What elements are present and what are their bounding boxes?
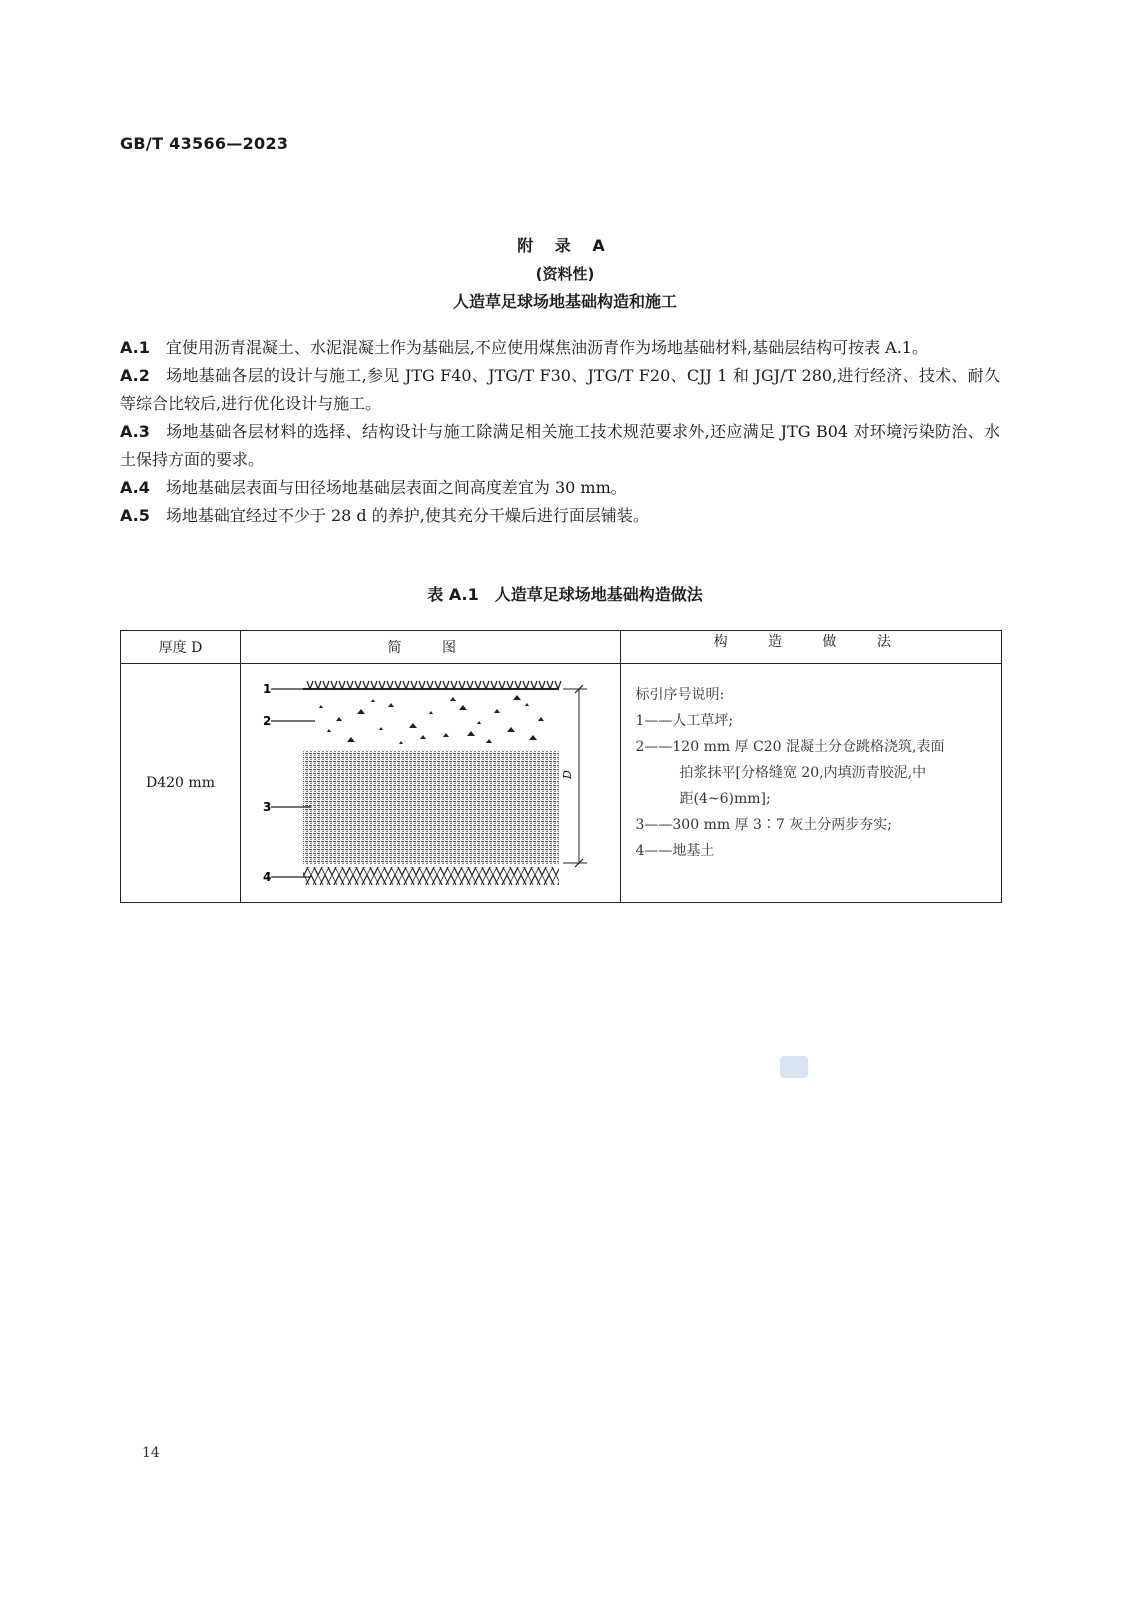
method-item-4: 4——地基土: [635, 843, 715, 859]
table-row: [121, 664, 1002, 903]
clause-text: 宜使用沥青混凝土、水泥混凝土作为基础层,不应使用煤焦油沥青作为场地基础材料,基础层结构可按表 A.1。: [165, 338, 928, 357]
clause-a2: [120, 362, 1000, 418]
clause-a1: [120, 334, 1000, 362]
lime-soil-layer: [303, 751, 559, 865]
thickness-cell: D420 mm: [121, 664, 241, 903]
concrete-aggregate: [319, 695, 544, 744]
subgrade-layer: [303, 867, 559, 885]
annex-subject: 人造草足球场地基础构造和施工: [452, 292, 677, 311]
method-cell: [621, 664, 1002, 903]
clause-a4: [120, 474, 1000, 502]
construction-table: [120, 630, 1002, 903]
clause-number: A.4: [120, 478, 150, 497]
watermark-logo: [780, 1056, 808, 1078]
dimension-label: D: [560, 770, 574, 779]
table-header-row: [121, 631, 1002, 664]
page-number: 14: [142, 1445, 160, 1461]
diagram-label-1: 1: [262, 682, 272, 696]
table-caption: [0, 582, 1130, 605]
clause-text: 场地基础宜经过不少于 28 d 的养护,使其充分干燥后进行面层铺装。: [165, 506, 649, 525]
clause-list: [120, 334, 1000, 530]
diagram-label-3: 3: [262, 800, 272, 814]
annex-nature: (资料性): [535, 265, 595, 283]
method-item-2: 2——120 mm 厚 C20 混凝土分仓跳格浇筑,表面: [635, 739, 945, 755]
clause-text: 场地基础各层材料的选择、结构设计与施工除满足相关施工技术规范要求外,还应满足 JTG B04 对环境污染防治、水土保持方面的要求。: [120, 422, 1000, 469]
table-caption-title: 人造草足球场地基础构造做法: [494, 585, 703, 604]
diagram-label-2: 2: [262, 714, 272, 728]
method-notes: [621, 664, 1001, 864]
method-item-3: 3——300 mm 厚 3∶7 灰土分两步夯实;: [635, 817, 892, 833]
annex-title: 附 录 A: [517, 236, 613, 255]
header-thickness: 厚度 D: [121, 631, 241, 664]
clause-a5: [120, 502, 1000, 530]
method-item-1: 1——人工草坪;: [635, 713, 734, 729]
header-method: 构 造 做 法: [621, 631, 1002, 664]
diagram-cell: [240, 664, 621, 903]
clause-a3: [120, 418, 1000, 474]
method-item-2-cont: 距(4~6)mm];: [679, 791, 771, 807]
method-item-2-cont: 拍浆抹平[分格缝宽 20,内填沥青胶泥,中: [679, 765, 927, 781]
clause-text: 场地基础层表面与田径场地基础层表面之间高度差宜为 30 mm。: [165, 478, 627, 497]
turf-blades: [307, 681, 561, 689]
clause-number: A.1: [120, 338, 150, 357]
clause-number: A.2: [120, 366, 150, 385]
table-caption-number: 表 A.1: [427, 585, 479, 604]
layer-section-diagram: [241, 665, 609, 901]
clause-number: A.5: [120, 506, 150, 525]
annex-heading: [0, 232, 1130, 316]
header-diagram: 简 图: [240, 631, 621, 664]
standard-code: GB/T 43566—2023: [120, 134, 289, 153]
clause-text: 场地基础各层的设计与施工,参见 JTG F40、JTG/T F30、JTG/T F20、CJJ 1 和 JGJ/T 280,进行经济、技术、耐久等综合比较后,进行优化设计与施工。: [120, 366, 1000, 413]
diagram-label-4: 4: [262, 870, 272, 884]
clause-number: A.3: [120, 422, 150, 441]
method-intro: 标引序号说明:: [635, 687, 725, 703]
